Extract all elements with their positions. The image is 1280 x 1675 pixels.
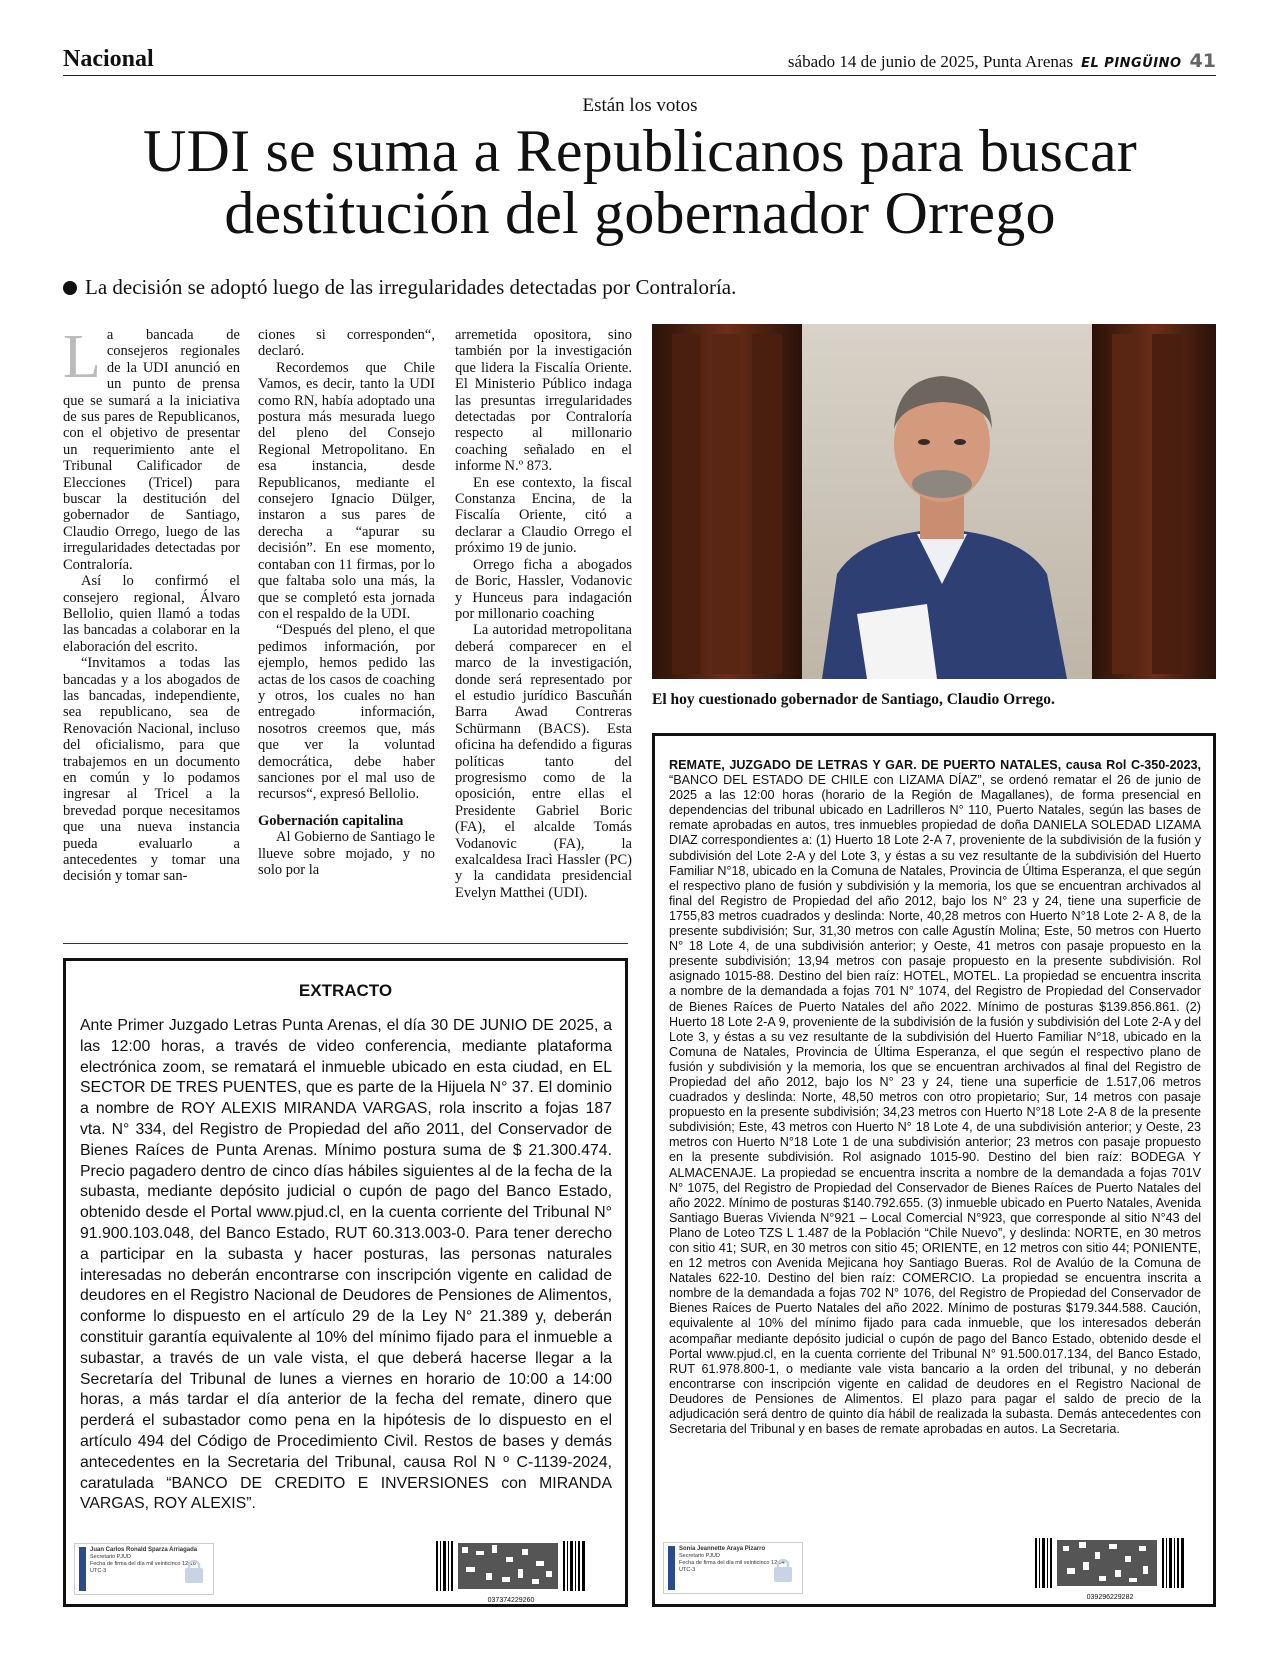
paragraph: a bancada de consejeros regionales de la UDI anunció en un punto de prensa que se sumará a la iniciativa de sus pares de Republicanos, con el objetivo de presentar un requerimiento ante el Tribunal Calificador de Elecciones (Tricel) para buscar la destitución del gobernador de Santiago, Claudio Orrego, luego de las irregularidades detectadas por Contraloría.: [63, 327, 240, 573]
subhead-text: La decisión se adoptó luego de las irregularidades detectadas por Contraloría.: [85, 275, 737, 299]
paragraph: Orrego ficha a abogados de Boric, Hassler, Vodanovic y Hunceus para indagación por millonario coaching: [455, 556, 632, 622]
signer-date: Fecha de firma del día mil veinticinco 12:34: [679, 1560, 785, 1566]
lock-icon: [181, 1556, 207, 1586]
signer-date: Fecha de firma del día mil veinticinco 12:16: [90, 1561, 196, 1567]
paragraph: En ese contexto, la fiscal Constanza Encina, de la Fiscalía Oriente, citó a declarar a Claudio Orrego el próximo 19 de junio.: [455, 474, 632, 557]
notice-title: EXTRACTO: [298, 981, 393, 1000]
photo-illustration: [652, 324, 1216, 679]
divider: [63, 943, 628, 944]
paragraph: ciones si corresponden“, declaró.: [258, 327, 435, 360]
notice-lead: REMATE, JUZGADO DE LETRAS Y GAR. DE PUERTO NATALES, causa Rol C-350-2023,: [669, 758, 1201, 772]
article-column-3: [455, 327, 632, 901]
paragraph: Al Gobierno de Santiago le llueve sobre mojado, y no solo por la: [258, 829, 435, 878]
signer-timezone: UTC-3: [90, 1568, 107, 1574]
photo-caption: El hoy cuestionado gobernador de Santiago, Claudio Orrego.: [652, 691, 1055, 708]
paragraph: Así lo confirmó el consejero regional, Álvaro Bellolio, quien llamó a todas las bancadas a colaborar en la elaboración del escrito.: [63, 573, 240, 655]
barcode-icon: [436, 1541, 586, 1591]
section-label: Nacional: [63, 46, 154, 72]
article-subtitle: Gobernación capitalina: [258, 812, 404, 829]
seal-logo: [668, 1546, 675, 1590]
dateline: sábado 14 de junio de 2025, Punta Arenas: [787, 52, 1074, 71]
signer-role: Secretario PJUD: [90, 1554, 131, 1560]
bullet-icon: [63, 281, 77, 295]
newspaper-logo: EL PINGÜINO: [1081, 56, 1182, 71]
barcode-number: 039296229282: [1086, 1594, 1134, 1601]
article-kicker: Están los votos: [582, 95, 698, 116]
notice-text: “BANCO DEL ESTADO DE CHILE con LIZAMA DÍAZ”, se ordenó rematar el 26 de junio de 2025 a las 12:00 horas (horario de la Región de Magallanes), de forma presencial en dependencias del tribunal ubicado en Ladrilleros N° 110, Puerto Natales, según las bases de remate aprobadas en autos, tres inmuebles propiedad de doña DANIELA SOLEDAD LIZAMA DIAZ correspondientes a: (1) Huerto 18 Lote 2-A 7, proveniente de la subdivisión de la fusión y subdivisión del Lote 2-A y del Lote 3, y éstas a su vez resultante de la subdivisión del Huerto Familiar N°18, ubicado en la Comuna de Natales, Provincia de Última Esperanza, el que según el respectivo plano de fusión y subdivisión y la memoria, los que se encuentran archivados al final del Registro de Propiedad del año 2012, bajo los N° 23 y 24, tiene una superficie de 1755,83 metros cuadrados y deslinda: Norte, 40,28 metros con Huerto N°18 Lote 2- A 8, de la presente subdivisión; Sur, 31,30 metros con calle Agustín Molina; Este, 50 metros con Huerto N° 18 Lote 4, de una subdivisión anterior; y Oeste, 41 metros con pasaje propuesto en la presente subdivisión; 13,94 metros con pasaje propuesto en la presente subdivisión. Rol asignado 1015-88. Destino del bien raíz: HOTEL, MOTEL. La propiedad se encuentra inscrita a nombre de la demandada a fojas 701 N° 1074, del Registro de Propiedad del Conservador de Bienes Raíces de Puerto Natales del año 2022. Mínimo de posturas $139.856.861. (2) Huerto 18 Lote 2-A 9, proveniente de la subdivisión de la fusión y subdivisión del Lote 2-A y del Lote 3, y éstas a su vez resultante de la subdivisión del Huerto Familiar N°18, ubicado en la Comuna de Natales, Provincia de Última Esperanza, el que según el respectivo plano de fusión y subdivisión y la memoria, los que se encuentran archivados al final del Registro de Propiedad del año 2012, bajo los N° 23 y 24, tiene una superficie de 1.517,06 metros cuadrados y deslinda: Norte, 48,50 metros con otro propietario; Sur, 14 metros con pasaje propuesto en la presente subdivisión; 34,23 metros con Huerto N°18 Lote 2-A 8 de la presente subdivisión; Este, 43 metros con Huerto N° 18 Lote 4, de una subdivisión anterior; y Oeste, 23 metros con Huerto N°18 Lote 1 de una subdivisión anterior; 23 metros con pasaje propuesto en la presente subdivisión. Rol asignado 1015-90. Destino del bien raíz: BODEGA Y ALMACENAJE. La propiedad se encuentra inscrita a nombre de la demandada a fojas 701V N° 1075, del Registro de Propiedad del Conservador de Bienes Raíces de Puerto Natales del año 2022. Mínimo de posturas $140.792.655. (3) inmueble ubicado en Puerto Natales, Avenida Santiago Bueras Vivienda N°921 – Local Comercial N°923, que corresponde al sitio N°43 del Plano de Loteo TZS L 1.487 de la Población “Chile Nuevo”, y deslinda: NORTE, en 30 metros con sitio 41; SUR, en 30 metros con sitio 45; ORIENTE, en 12 metros con sitio 44; PONIENTE, en 12 metros con Avenida Mejicana hoy Santiago Bueras. Rol de Avalúo de la Comuna de Natales 622-10. Destino del bien raíz: COMERCIO. La propiedad se encuentra inscrita a nombre de la demandada a fojas 702 N° 1076, del Registro de Propiedad del Conservador de Bienes Raíces de Puerto Natales del año 2022. Mínimo de posturas $179.344.588. Caución, equivalente al 10% del mínimo fijado para cada inmueble, que los interesados deberán acompañar mediante depósito judicial o cupón de pago del Banco Estado, obtenido desde el Portal www.pjud.cl, en la cuenta corriente del Tribunal N° 91.500.017.134, del Banco Estado, RUT 61.978.800-1, o mediante vale vista bancario a la orden del tribunal, y no deberán encontrarse con inscripción vigente en calidad de deudores en el Registro Nacional de Deudores de Pensiones de Alimentos. El plazo para pagar el saldo de precio de la adjudicación será dentro de quinto día hábil de realizada la subasta. Demás antecedentes con Secretaria del Tribunal y en bases de remate aprobadas en autos. La Secretaria.: [669, 773, 1201, 1437]
signer-name: Sonia Jeannette Araya Pizarro: [679, 1546, 766, 1552]
barcode-icon: [1035, 1538, 1185, 1588]
notice-body: Ante Primer Juzgado Letras Punta Arenas, el día 30 DE JUNIO DE 2025, a las 12:00 horas, a través de video conferencia, mediante plataforma electrónica zoom, se rematará el inmueble ubicado en esta ciudad, en EL SECTOR DE TRES PUENTES, que es parte de la Hijuela N° 37. El dominio a nombre de ROY ALEXIS MIRANDA VARGAS, rola inscrito a fojas 187 vta. N° 334, del Registro de Propiedad del año 2011, del Conservador de Bienes Raíces de Punta Arenas. Mínimo postura suma de $ 21.300.474. Precio pagadero dentro de cinco días hábiles siguientes al de la fecha de la subasta, mediante depósito judicial o cupón de pago del Banco Estado, obtenido desde el Portal www.pjud.cl, en la cuenta corriente del Tribunal N° 91.900.103.048, del Banco Estado, RUT 60.313.003-0. Para tener derecho a participar en la subasta y hacer posturas, las personas naturales interesadas no deberán encontrarse con inscripción vigente en calidad de deudores en el Registro Nacional de Deudores de Pensiones de Alimentos, conforme lo dispuesto en el artículo 29 de la Ley N° 21.389 y, deberán constituir garantía equivalente al 10% del mínimo fijado para el inmueble a subastar, a través de un vale vista, el que deberá hacerse llegar a la Secretaría del Tribunal de lunes a viernes en horario de 10:00 a 14:00 horas, a más tardar el día anterior de la fecha del remate, dinero que perderá el subastador como pena en la hipótesis de lo dispuesto en el artículo 494 del Código de Procedimiento Civil. Restos de bases y demás antecedentes en la Secretaria del Tribunal, causa Rol N º C-1139-2024, caratulada “BANCO DE CREDITO E INVERSIONES con MIRANDA VARGAS, ROY ALEXIS”.: [80, 1017, 612, 1513]
paragraph: arremetida opositora, sino también por la investigación que lidera la Fiscalía Oriente. El Ministerio Público indaga las presuntas irregularidades detectadas por Contraloría respecto al millonario coaching señalado en el informe N.º 873.: [455, 327, 632, 475]
paragraph: Recordemos que Chile Vamos, es decir, tanto la UDI como RN, había adoptado una postura más mesurada luego del pleno del Consejo Regional Metropolitano. En esa instancia, desde Republicanos, mediante el consejero Ignacio Dülger, instaron a sus pares de derecha a “apurar su decisión”. En ese momento, contaban con 11 firmas, por lo que faltaba solo una más, la que se completó esta jornada con el respaldo de la UDI.: [258, 359, 435, 622]
article-column-2: [258, 327, 435, 878]
article-column-1: [63, 323, 240, 885]
paragraph: La autoridad metropolitana deberá comparecer en el marco de la investigación, donde será representado por el estudio jurídico Bascuñán Barra Awad Contreras Schürmann (BACS). Esta oficina ha defendido a figuras políticas tanto del progresismo como de la oposición, entre ellas el Presidente Gabriel Boric (FA), el alcalde Tomás Vodanovic (FA), la exalcaldesa Iracì Hassler (PC) y la candidata presidencial Evelyn Matthei (UDI).: [455, 622, 632, 901]
headline-line-2: destitución del gobernador Orrego: [224, 180, 1056, 246]
barcode-block: [436, 1541, 586, 1604]
page-number: 41: [1189, 50, 1216, 72]
article-subhead: [63, 275, 1163, 300]
seal-logo: [79, 1547, 86, 1591]
legal-notice-extracto: [63, 958, 628, 1607]
barcode-block: [1035, 1538, 1185, 1601]
paragraph: “Invitamos a todas las bancadas y a los abogados de las bancadas, independiente, sea republicano, sea de Renovación Nacional, incluso del oficialismo, para que trabajemos en un documento en común y lo podamos ingresar al Tricel a la brevedad porque necesitamos que una nueva instancia pueda evaluarlo a antecedentes y tomar una decisión y tomar san-: [63, 655, 240, 885]
paragraph: “Después del pleno, el que pedimos información, por ejemplo, hemos pedido las actas de los casos de coaching y otros, los cuales no han entregado información, nosotros creemos que, más que ver la voluntad democrática, debe haber sanciones por el mal uso de recursos“, expresó Bellolio.: [258, 622, 435, 803]
notice-body: [669, 758, 1201, 1437]
signer-role: Secretario PJUD: [679, 1553, 720, 1559]
digital-signature: [74, 1543, 214, 1595]
drop-cap: L: [63, 323, 101, 391]
page-header: [63, 46, 1216, 76]
article-photo: [652, 324, 1216, 679]
signature-text: [679, 1546, 785, 1574]
legal-notice-remate: [652, 733, 1216, 1607]
digital-signature: [663, 1542, 803, 1594]
signer-name: Juan Carlos Ronald Sparza Arriagada: [90, 1547, 198, 1553]
barcode-number: 037374229260: [487, 1597, 535, 1604]
header-right: [788, 50, 1216, 72]
article-headline: [40, 120, 1240, 244]
lock-icon: [770, 1555, 796, 1585]
signer-timezone: UTC-3: [679, 1567, 696, 1573]
headline-line-1: UDI se suma a Republicanos para buscar: [143, 118, 1137, 184]
